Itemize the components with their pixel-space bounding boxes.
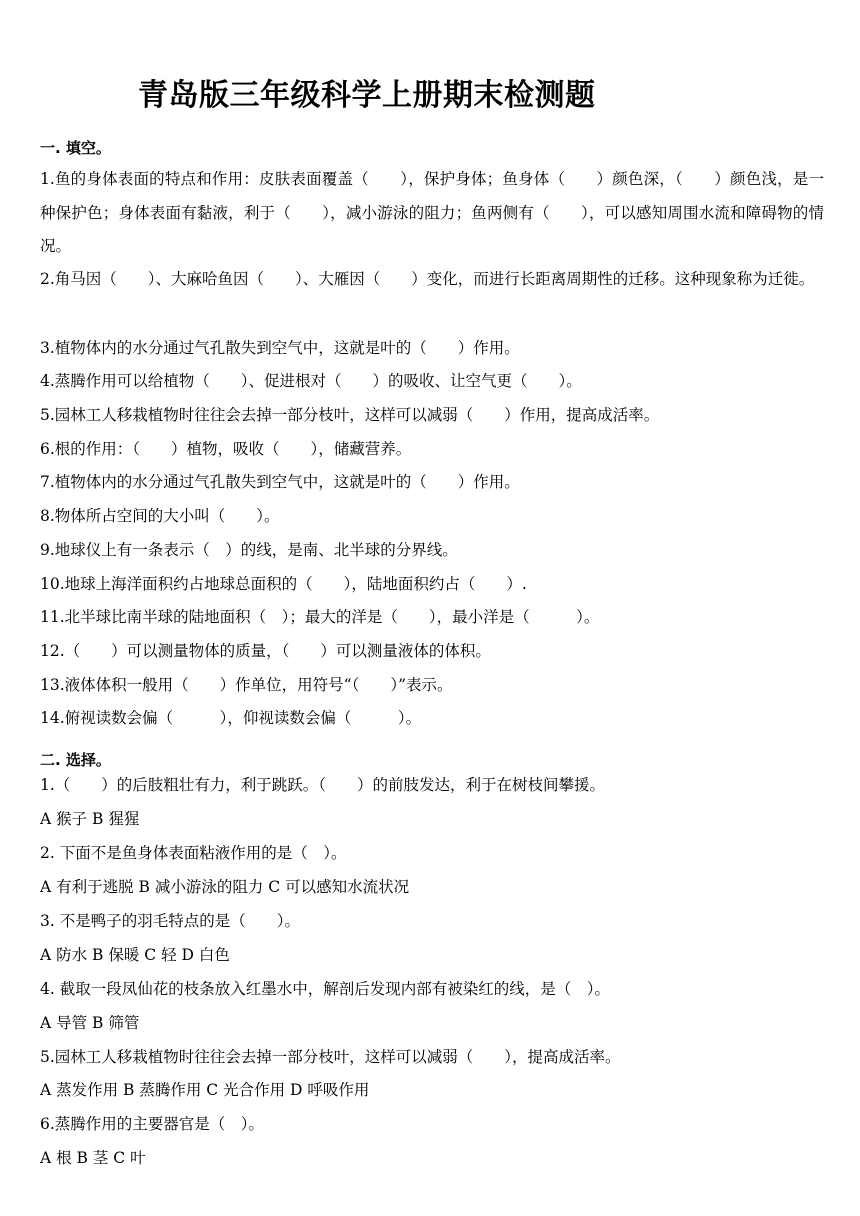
fill-blank-question-6: 6.根的作用：（ ）植物，吸收（ ），储藏营养。 (40, 440, 412, 458)
section-choice-heading: 二. 选择。 (40, 751, 111, 769)
fill-blank-question-1: 1.鱼的身体表面的特点和作用：皮肤表面覆盖（ ），保护身体；鱼身体（ ）颜色深，（ ）颜色浅，是一种保护色；身体表面有黏液，利于（ ），减小游泳的阻力；鱼两侧有（ ），可以感知周围水流和障碍物的情况。 (40, 170, 824, 255)
fill-blank-question-14: 14.俯视读数会偏（ ），仰视读数会偏（ ）。 (40, 709, 422, 727)
fill-blank-question-13: 13.液体体积一般用（ ）作单位，用符号“（ ）”表示。 (40, 676, 453, 694)
choice-options-4: A 导管 B 筛管 (40, 1014, 140, 1032)
choice-options-2: A 有利于逃脱 B 减小游泳的阻力 C 可以感知水流状况 (40, 878, 410, 896)
fill-blank-question-12: 12.（ ）可以测量物体的质量，（ ）可以测量液体的体积。 (40, 642, 491, 660)
fill-blank-question-4: 4.蒸腾作用可以给植物（ ）、促进根对（ ）的吸收、让空气更（ ）。 (40, 372, 582, 390)
section-fill-blank-heading: 一. 填空。 (40, 139, 111, 157)
choice-question-5: 5.园林工人移栽植物时往往会去掉一部分枝叶，这样可以减弱（ ），提高成活率。 (40, 1048, 621, 1066)
fill-blank-question-3: 3.植物体内的水分通过气孔散失到空气中，这就是叶的（ ）作用。 (40, 339, 520, 357)
fill-blank-question-2: 2.角马因（ ）、大麻哈鱼因（ ）、大雁因（ ）变化，而进行长距离周期性的迁移。这种现象称为迁徙。 (40, 270, 815, 288)
fill-blank-question-9: 9.地球仪上有一条表示（ ）的线，是南、北半球的分界线。 (40, 541, 458, 559)
fill-blank-question-8: 8.物体所占空间的大小叫（ ）。 (40, 507, 280, 525)
choice-question-6: 6.蒸腾作用的主要器官是（ ）。 (40, 1115, 265, 1133)
document-title: 青岛版三年级科学上册期末检测题 (138, 78, 596, 113)
fill-blank-question-11: 11.北半球比南半球的陆地面积（ ）；最大的洋是（ ），最小洋是（ ）。 (40, 608, 600, 626)
fill-blank-question-10: 10.地球上海洋面积约占地球总面积的（ ），陆地面积约占（ ）. (40, 575, 527, 593)
fill-blank-question-5: 5.园林工人移栽植物时往往会去掉一部分枝叶，这样可以减弱（ ）作用，提高成活率。 (40, 406, 660, 424)
choice-question-4: 4. 截取一段凤仙花的枝条放入红墨水中，解剖后发现内部有被染红的线，是（ ）。 (40, 980, 610, 998)
choice-options-6: A 根 B 茎 C 叶 (40, 1149, 146, 1167)
choice-question-2: 2. 下面不是鱼身体表面粘液作用的是（ ）。 (40, 844, 347, 862)
choice-question-3: 3. 不是鸭子的羽毛特点的是（ ）。 (40, 912, 300, 930)
choice-options-5: A 蒸发作用 B 蒸腾作用 C 光合作用 D 呼吸作用 (40, 1081, 370, 1099)
choice-options-1: A 猴子 B 猩猩 (40, 810, 140, 828)
choice-options-3: A 防水 B 保暖 C 轻 D 白色 (40, 946, 230, 964)
fill-blank-question-7: 7.植物体内的水分通过气孔散失到空气中，这就是叶的（ ）作用。 (40, 473, 520, 491)
choice-question-1: 1.（ ）的后肢粗壮有力，利于跳跃。（ ）的前肢发达，利于在树枝间攀援。 (40, 776, 606, 794)
